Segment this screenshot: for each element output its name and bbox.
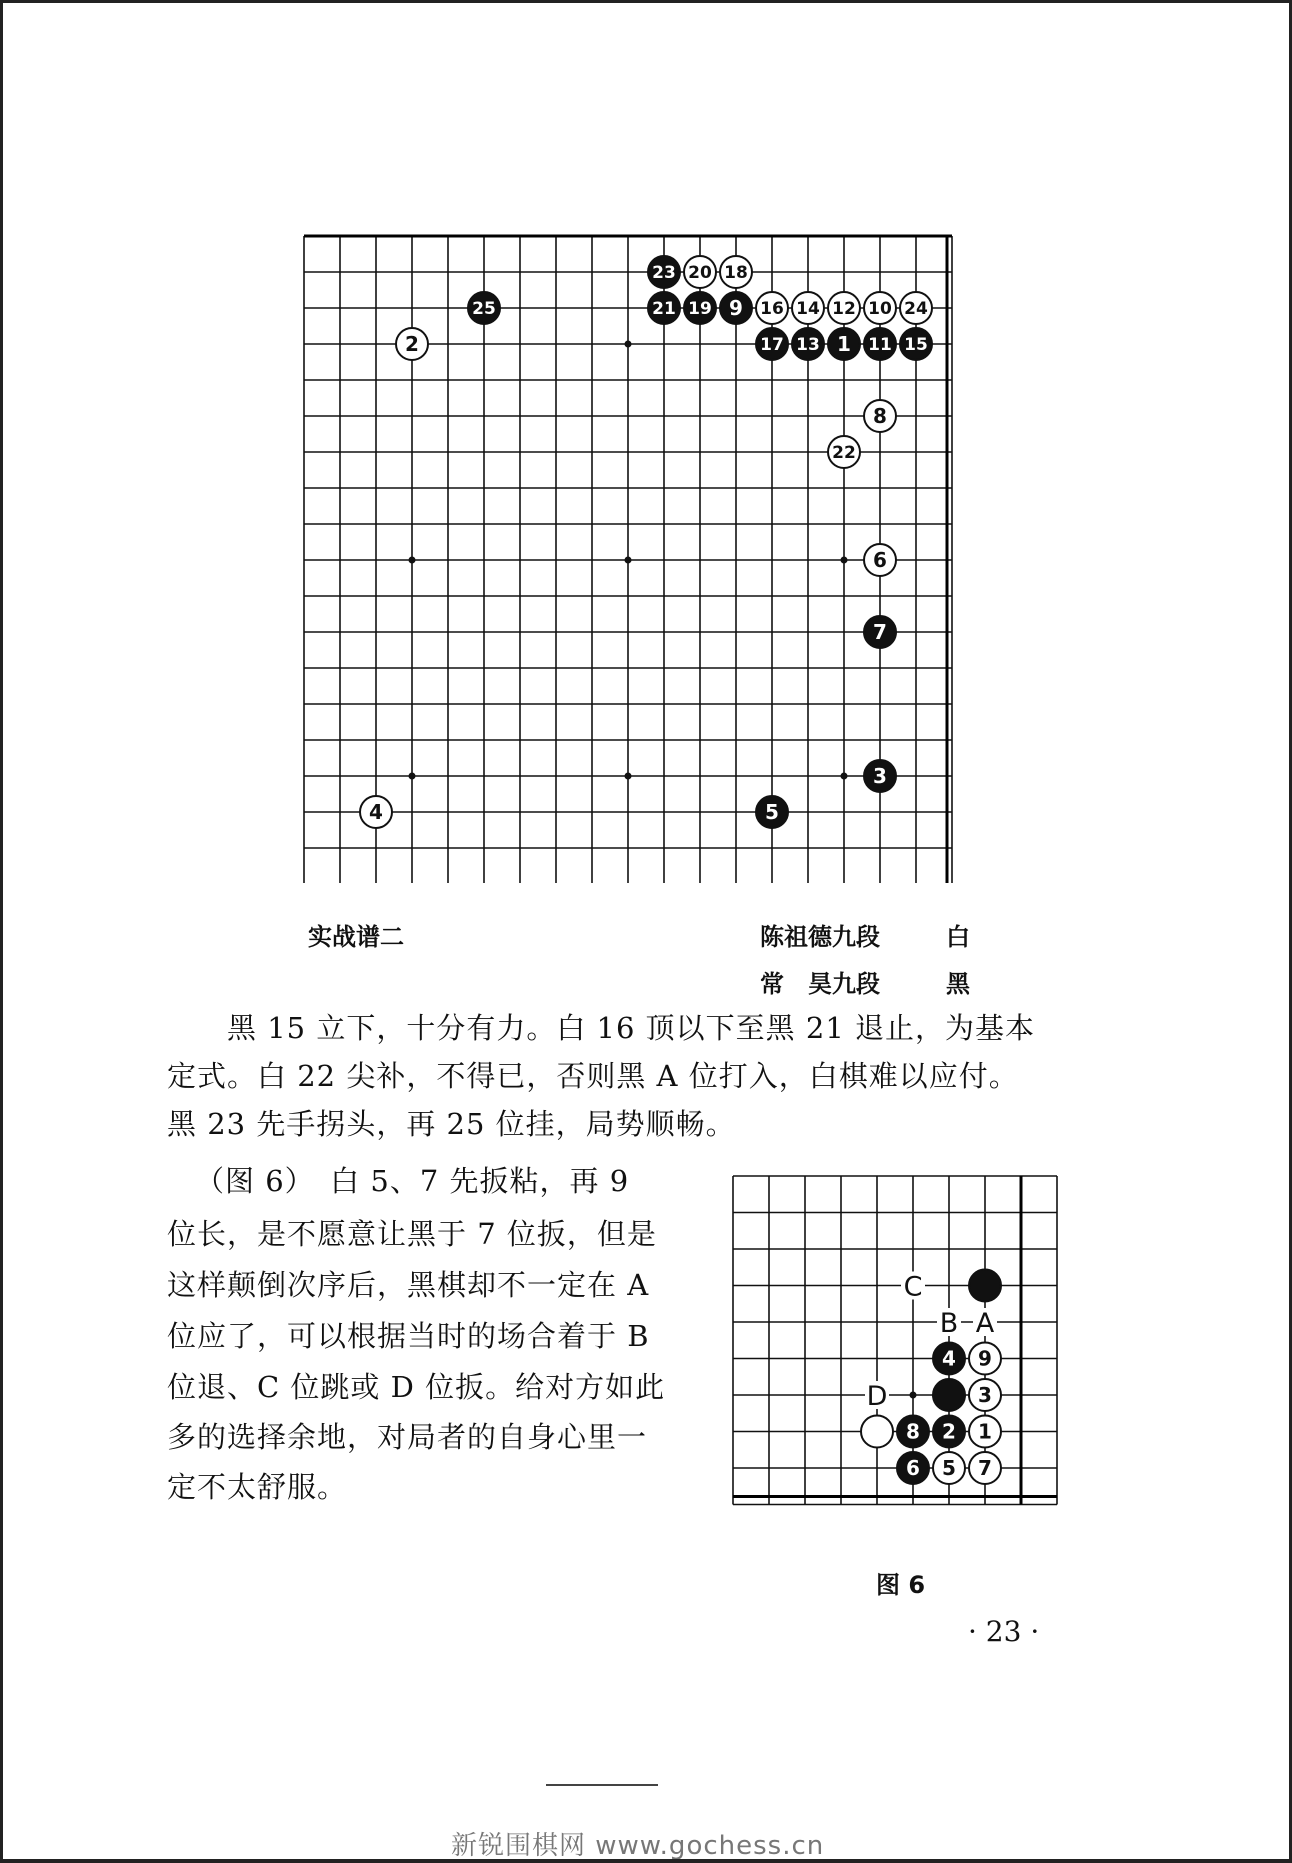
star-point <box>841 773 848 780</box>
white-stone <box>861 1416 893 1448</box>
stone-label: 2 <box>405 332 419 356</box>
white-stone-16 <box>756 292 788 324</box>
stone-label: 22 <box>832 442 856 463</box>
stone-label: 15 <box>904 334 928 355</box>
black-stone-19 <box>684 292 716 324</box>
black-stone-9 <box>720 292 752 324</box>
paragraph-1-line-1: 黑 15 立下，十分有力。白 16 顶以下至黑 21 退止，为基本 <box>227 1011 1036 1045</box>
player-black-color: 黑 <box>946 970 970 998</box>
page-number: · 23 · <box>968 1615 1040 1648</box>
black-stone-15 <box>900 328 932 360</box>
go-board-diagram-1 <box>301 233 966 883</box>
stone-label: 25 <box>472 298 496 319</box>
black-stone-3 <box>864 760 896 792</box>
player-black-name: 常 昊九段 <box>760 970 880 998</box>
white-stone-24 <box>900 292 932 324</box>
stone-label: 7 <box>873 620 887 644</box>
white-stone-20 <box>684 256 716 288</box>
stone-label: 12 <box>832 298 856 319</box>
stone-label: 6 <box>906 1456 920 1480</box>
white-stone-2 <box>396 328 428 360</box>
stone-label: 10 <box>868 298 892 319</box>
black-stone-5 <box>756 796 788 828</box>
stone-label: 5 <box>765 800 779 824</box>
white-stone-9 <box>969 1343 1001 1375</box>
paragraph-2-line-2: 位长，是不愿意让黑于 7 位扳，但是 <box>167 1217 657 1251</box>
white-stone-12 <box>828 292 860 324</box>
black-stone-7 <box>864 616 896 648</box>
star-point <box>625 773 632 780</box>
white-stone-3 <box>969 1379 1001 1411</box>
point-label-B: B <box>939 1308 959 1339</box>
stone-label: 4 <box>369 800 383 824</box>
stone-label: 2 <box>942 1419 956 1444</box>
black-stone-21 <box>648 292 680 324</box>
paragraph-2-line-7: 定不太舒服。 <box>167 1470 348 1504</box>
white-stone-6 <box>864 544 896 576</box>
stone-label: 9 <box>978 1346 992 1371</box>
player-white-color: 白 <box>946 923 970 951</box>
black-stone <box>969 1270 1001 1302</box>
black-stone-6 <box>897 1452 929 1484</box>
stone-label: 14 <box>796 298 820 319</box>
paragraph-2-line-6: 多的选择余地，对局者的自身心里一 <box>167 1420 648 1454</box>
star-point <box>409 557 416 564</box>
star-point <box>841 557 848 564</box>
stone-label: 3 <box>873 764 887 788</box>
black-stone-4 <box>933 1343 965 1375</box>
black-stone <box>933 1379 965 1411</box>
white-stone-8 <box>864 400 896 432</box>
stone-label: 18 <box>724 262 748 283</box>
stone-label: 20 <box>688 262 712 283</box>
stone-label: 7 <box>978 1456 992 1480</box>
stone-label: 1 <box>837 332 851 356</box>
stone-label: 4 <box>942 1346 956 1371</box>
paragraph-2-line-4: 位应了，可以根据当时的场合着于 B <box>167 1319 650 1353</box>
star-point <box>625 557 632 564</box>
paragraph-1-line-3: 黑 23 先手拐头，再 25 位挂，局势顺畅。 <box>167 1107 736 1141</box>
paragraph-1-line-2: 定式。白 22 尖补，不得已，否则黑 A 位打入，白棋难以应付。 <box>167 1059 1019 1093</box>
stone-label: 23 <box>652 262 676 283</box>
footer-rule <box>546 1784 658 1786</box>
stone-label: 1 <box>978 1419 992 1444</box>
black-stone-25 <box>468 292 500 324</box>
player-white-name: 陈祖德九段 <box>760 923 880 951</box>
white-stone-22 <box>828 436 860 468</box>
black-stone-23 <box>648 256 680 288</box>
stone-label: 6 <box>873 548 887 572</box>
star-point <box>625 341 632 348</box>
stone-label: 11 <box>868 334 892 355</box>
white-stone-18 <box>720 256 752 288</box>
stone-label: 19 <box>688 298 712 319</box>
white-stone-5 <box>933 1452 965 1484</box>
stone-label: 17 <box>760 334 784 355</box>
paragraph-2-line-3: 这样颠倒次序后，黑棋却不一定在 A <box>167 1268 650 1302</box>
stone-label: 9 <box>729 296 743 320</box>
black-stone-17 <box>756 328 788 360</box>
black-stone-2 <box>933 1416 965 1448</box>
stone-label: 5 <box>942 1456 956 1480</box>
diagram-1-caption: 实战谱二 <box>308 923 404 951</box>
black-stone-11 <box>864 328 896 360</box>
point-label-A: A <box>975 1308 995 1339</box>
star-point <box>409 773 416 780</box>
stone-label: 8 <box>873 404 887 428</box>
black-stone-1 <box>828 328 860 360</box>
paragraph-2-line-1: （图 6） 白 5、7 先扳粘，再 9 <box>195 1164 630 1198</box>
point-label-C: C <box>903 1271 923 1303</box>
paragraph-2-line-5: 位退、C 位跳或 D 位扳。给对方如此 <box>167 1370 666 1404</box>
white-stone-1 <box>969 1416 1001 1448</box>
black-stone-8 <box>897 1416 929 1448</box>
white-stone-14 <box>792 292 824 324</box>
white-stone-4 <box>360 796 392 828</box>
stone-label: 13 <box>796 334 820 355</box>
stone-label: 24 <box>904 298 928 319</box>
player-white <box>760 917 970 952</box>
stone-label: 8 <box>906 1419 920 1444</box>
player-black <box>760 964 970 999</box>
board-6-grid <box>733 1176 1057 1505</box>
site-watermark: 新锐围棋网 www.gochess.cn <box>451 1831 825 1861</box>
stone-label: 16 <box>760 298 784 319</box>
point-label-D: D <box>866 1381 888 1412</box>
star-point <box>910 1392 917 1399</box>
stone-label: 3 <box>978 1383 992 1407</box>
go-board-diagram-6 <box>731 1171 1083 1524</box>
diagram-6-caption: 图 6 <box>876 1571 926 1599</box>
white-stone-10 <box>864 292 896 324</box>
black-stone-13 <box>792 328 824 360</box>
stone-label: 21 <box>652 298 676 319</box>
white-stone-7 <box>969 1452 1001 1484</box>
